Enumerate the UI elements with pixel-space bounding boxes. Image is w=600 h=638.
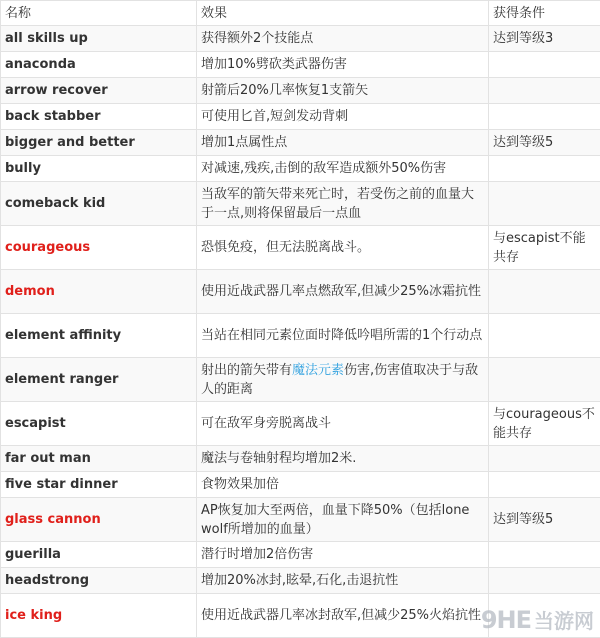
skill-name: bigger and better	[1, 130, 197, 156]
skill-name: element affinity	[1, 314, 197, 358]
skill-effect: 增加20%冰封,眩晕,石化,击退抗性	[197, 568, 489, 594]
skill-effect: AP恢复加大至两倍，血量下降50%（包括lone wolf所增加的血量）	[197, 498, 489, 542]
table-row	[1, 104, 600, 130]
skill-name: five star dinner	[1, 472, 197, 498]
table-row	[1, 314, 600, 358]
skill-effect: 增加10%劈砍类武器伤害	[197, 52, 489, 78]
table-row	[1, 226, 600, 270]
skill-name: demon	[1, 270, 197, 314]
skill-condition	[489, 472, 600, 498]
skill-condition: 达到等级5	[489, 498, 600, 542]
table-row	[1, 498, 600, 542]
skill-name: comeback kid	[1, 182, 197, 226]
skill-effect: 当站在相同元素位面时降低吟唱所需的1个行动点	[197, 314, 489, 358]
effect-text: 伤害,伤害值取决于与敌人的距离	[201, 363, 478, 397]
skill-effect: 当敌军的箭矢带来死亡时，若受伤之前的血量大于一点,则将保留最后一点血	[197, 182, 489, 226]
site-name: 当游网	[534, 605, 594, 634]
skill-effect: 对减速,残疾,击倒的敌军造成额外50%伤害	[197, 156, 489, 182]
skill-name: anaconda	[1, 52, 197, 78]
effect-text: 射出的箭矢带有	[201, 363, 292, 378]
site-logo-icon: 9HE	[481, 606, 531, 634]
skill-name: courageous	[1, 226, 197, 270]
table-row	[1, 130, 600, 156]
table-row	[1, 542, 600, 568]
skill-condition	[489, 314, 600, 358]
skill-condition	[489, 156, 600, 182]
header-effect: 效果	[197, 1, 489, 26]
skill-condition	[489, 270, 600, 314]
header-name: 名称	[1, 1, 197, 26]
table-row	[1, 26, 600, 52]
skill-condition	[489, 568, 600, 594]
skill-name: escapist	[1, 402, 197, 446]
skill-condition	[489, 78, 600, 104]
skill-effect: 潜行时增加2倍伤害	[197, 542, 489, 568]
table-row	[1, 358, 600, 402]
table-row	[1, 402, 600, 446]
skill-condition: 与escapist不能共存	[489, 226, 600, 270]
skill-condition	[489, 542, 600, 568]
header-row	[1, 1, 600, 26]
skill-condition	[489, 594, 600, 638]
skill-name: far out man	[1, 446, 197, 472]
header-condition: 获得条件	[489, 1, 600, 26]
skill-name: all skills up	[1, 26, 197, 52]
table-row	[1, 594, 600, 638]
skill-effect: 增加1点属性点	[197, 130, 489, 156]
table-row	[1, 156, 600, 182]
skill-condition	[489, 104, 600, 130]
skill-effect: 恐惧免疫，但无法脱离战斗。	[197, 226, 489, 270]
skill-effect: 使用近战武器几率冰封敌军,但减少25%火焰抗性	[197, 594, 489, 638]
skill-effect: 食物效果加倍	[197, 472, 489, 498]
skill-effect	[197, 358, 489, 402]
skill-name: element ranger	[1, 358, 197, 402]
skill-name: ice king	[1, 594, 197, 638]
skill-effect: 可在敌军身旁脱离战斗	[197, 402, 489, 446]
skill-name: arrow recover	[1, 78, 197, 104]
skill-effect: 可使用匕首,短剑发动背刺	[197, 104, 489, 130]
table-row	[1, 78, 600, 104]
table-row	[1, 52, 600, 78]
skill-name: glass cannon	[1, 498, 197, 542]
table-row	[1, 568, 600, 594]
skill-effect: 获得额外2个技能点	[197, 26, 489, 52]
skill-condition: 与courageous不能共存	[489, 402, 600, 446]
skill-name: bully	[1, 156, 197, 182]
magic-element-link[interactable]: 魔法元素	[292, 363, 344, 378]
skill-condition	[489, 358, 600, 402]
skill-condition	[489, 446, 600, 472]
skill-name: back stabber	[1, 104, 197, 130]
table-row	[1, 270, 600, 314]
skill-effect: 射箭后20%几率恢复1支箭矢	[197, 78, 489, 104]
table-row	[1, 182, 600, 226]
skill-condition: 达到等级5	[489, 130, 600, 156]
skill-condition	[489, 182, 600, 226]
skill-name: guerilla	[1, 542, 197, 568]
table-row	[1, 472, 600, 498]
table-row	[1, 446, 600, 472]
skill-condition	[489, 52, 600, 78]
skill-name: headstrong	[1, 568, 197, 594]
skill-condition: 达到等级3	[489, 26, 600, 52]
skill-effect: 使用近战武器几率点燃敌军,但减少25%冰霜抗性	[197, 270, 489, 314]
skill-effect: 魔法与卷轴射程均增加2米.	[197, 446, 489, 472]
